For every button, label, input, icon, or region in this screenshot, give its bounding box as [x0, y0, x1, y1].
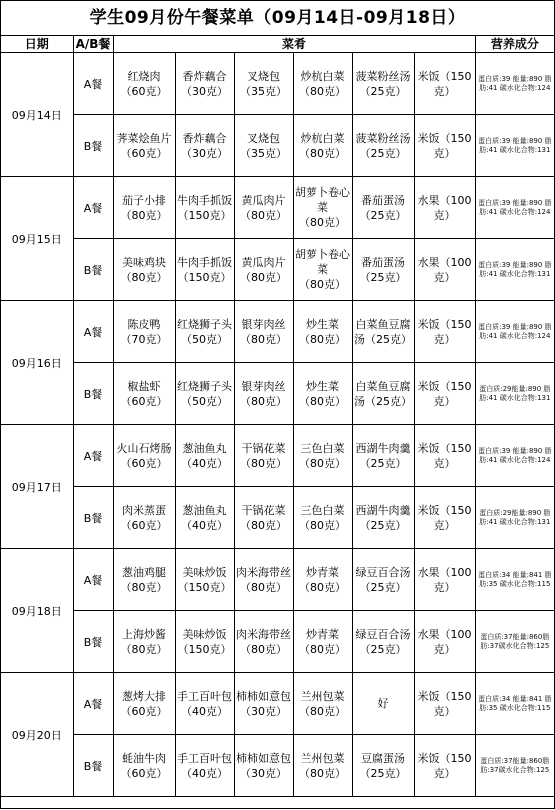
dish-text: 红烧肉 （60克） [120, 69, 168, 98]
dish-text: 肉米蒸蛋 （60克） [120, 503, 168, 532]
nutrition-cell [475, 487, 554, 549]
date-cell: 09月16日 [1, 301, 73, 425]
nutrition-text: 蛋白质:39 能量:890 脂肪:41 碳水化合物:131 [478, 136, 552, 154]
meal-label: A餐 [73, 177, 113, 239]
meal-label: B餐 [73, 487, 113, 549]
dish-cell [352, 363, 414, 425]
dish-cell [234, 611, 293, 673]
nutrition-text: 蛋白质:39 能量:890 脂肪:41 碳水化合物:124 [478, 446, 552, 464]
header-meal: A/B餐 [73, 36, 113, 53]
meal-label: A餐 [73, 301, 113, 363]
dish-text: 葱烤大排 （60克） [120, 689, 168, 718]
dish-cell [293, 673, 352, 735]
dish-cell [352, 425, 414, 487]
dish-text: 米饭（150克） [417, 441, 472, 470]
dish-text: 白菜鱼豆腐汤（25克） [354, 317, 412, 346]
dish-text: 银芽肉丝 （80克） [240, 379, 287, 408]
dish-text: 绿豆百合汤 （25克） [355, 627, 411, 656]
dish-cell [113, 239, 175, 301]
dish-cell [293, 487, 352, 549]
dish-cell [414, 115, 475, 177]
dish-text: 水果（100克） [417, 627, 472, 656]
dish-text: 白菜鱼豆腐汤（25克） [354, 379, 412, 408]
nutrition-text: 蛋白质:29能量:890 脂肪:41 碳水化合物:131 [479, 384, 551, 402]
date-cell: 09月20日 [1, 673, 73, 797]
dish-cell [414, 549, 475, 611]
meal-label: B餐 [73, 239, 113, 301]
dish-cell [175, 735, 234, 797]
nutrition-cell [475, 53, 554, 115]
table-row [1, 487, 554, 549]
dish-cell [175, 363, 234, 425]
meal-label: A餐 [73, 425, 113, 487]
dish-text: 牛肉手抓饭（150克） [177, 193, 232, 222]
date-cell: 09月17日 [1, 425, 73, 549]
header-date: 日期 [1, 36, 73, 53]
nutrition-cell [475, 425, 554, 487]
dish-cell [293, 53, 352, 115]
dish-text: 美味鸡块 （80克） [120, 255, 168, 284]
nutrition-text: 蛋白质:37能量:860脂肪:37碳水化合物:125 [480, 756, 550, 774]
table-row [1, 735, 554, 797]
dish-text: 手工百叶包 （40克） [177, 751, 232, 780]
dish-cell [175, 673, 234, 735]
dish-cell [293, 425, 352, 487]
dish-text: 米饭（150克） [417, 503, 472, 532]
dish-cell [113, 53, 175, 115]
dish-cell [234, 239, 293, 301]
dish-cell [352, 53, 414, 115]
dish-text: 柿柿如意包 （30克） [236, 689, 291, 718]
dish-cell [293, 115, 352, 177]
menu-table [1, 36, 554, 797]
dish-cell [175, 177, 234, 239]
dish-cell [293, 611, 352, 673]
dish-text: 豆腐蛋汤 （25克） [359, 751, 407, 780]
dish-cell [234, 487, 293, 549]
dish-cell [352, 239, 414, 301]
dish-text: 美味炒饭（150克） [177, 627, 232, 656]
dish-text: 水果（100克） [417, 565, 472, 594]
dish-cell [352, 611, 414, 673]
table-row [1, 673, 554, 735]
nutrition-cell [475, 611, 554, 673]
meal-label: B餐 [73, 735, 113, 797]
dish-cell [113, 425, 175, 487]
date-cell: 09月18日 [1, 549, 73, 673]
nutrition-cell [475, 363, 554, 425]
nutrition-text: 蛋白质:37能量:860脂肪:37碳水化合物:125 [480, 632, 550, 650]
nutrition-text: 蛋白质:39 能量:890 脂肪:41 碳水化合物:124 [478, 74, 552, 92]
dish-cell [352, 301, 414, 363]
dish-text: 炒青菜 （80克） [299, 627, 346, 656]
dish-text: 米饭（150克） [417, 689, 472, 718]
dish-cell [234, 301, 293, 363]
dish-text: 葱油鱼丸 （40克） [181, 441, 228, 470]
menu-body [1, 36, 554, 797]
dish-cell [175, 239, 234, 301]
dish-cell [234, 549, 293, 611]
date-cell: 09月15日 [1, 177, 73, 301]
dish-cell [113, 673, 175, 735]
dish-text: 葱油鱼丸 （40克） [181, 503, 228, 532]
table-row [1, 549, 554, 611]
dish-cell [352, 735, 414, 797]
dish-cell [113, 363, 175, 425]
meal-label: B餐 [73, 115, 113, 177]
dish-cell [293, 735, 352, 797]
dish-cell [414, 673, 475, 735]
dish-cell [113, 177, 175, 239]
dish-text: 叉烧包 （35克） [240, 131, 287, 160]
dish-cell [113, 487, 175, 549]
dish-cell [175, 115, 234, 177]
dish-cell [234, 53, 293, 115]
dish-text: 米饭（150克） [417, 317, 472, 346]
dish-text: 西湖牛肉羹 （25克） [355, 503, 411, 532]
dish-text: 米饭（150克） [417, 131, 472, 160]
dish-text: 上海炒酱 （80克） [120, 627, 168, 656]
dish-text: 炒杭白菜 （80克） [299, 69, 346, 98]
dish-text: 葱油鸡腿 （80克） [120, 565, 168, 594]
dish-text: 菠菜粉丝汤 （25克） [355, 131, 411, 160]
dish-cell [234, 425, 293, 487]
dish-text: 陈皮鸭 （70克） [120, 317, 168, 346]
dish-cell [175, 611, 234, 673]
table-row [1, 425, 554, 487]
dish-text: 红烧狮子头 （50克） [177, 317, 232, 346]
dish-cell [414, 239, 475, 301]
table-row [1, 53, 554, 115]
table-row [1, 115, 554, 177]
dish-cell [414, 53, 475, 115]
dish-text: 绿豆百合汤 （25克） [355, 565, 411, 594]
dish-cell [234, 115, 293, 177]
dish-text: 美味炒饭（150克） [177, 565, 232, 594]
dish-cell [293, 239, 352, 301]
dish-text: 三色白菜 （80克） [299, 441, 346, 470]
page-title: 学生09月份午餐菜单（09月14日-09月18日） [1, 0, 554, 36]
dish-cell [234, 735, 293, 797]
dish-cell [293, 301, 352, 363]
dish-cell [175, 53, 234, 115]
dish-cell [293, 363, 352, 425]
dish-text: 牛肉手抓饭（150克） [177, 255, 232, 284]
dish-text: 蚝油牛肉 （60克） [120, 751, 168, 780]
dish-cell [113, 611, 175, 673]
table-row [1, 301, 554, 363]
meal-label: A餐 [73, 673, 113, 735]
dish-text: 炒杭白菜 （80克） [299, 131, 346, 160]
dish-cell [234, 177, 293, 239]
table-row [1, 611, 554, 673]
meal-label: A餐 [73, 53, 113, 115]
dish-cell [352, 673, 414, 735]
nutrition-cell [475, 177, 554, 239]
dish-cell [175, 487, 234, 549]
dish-text: 菠菜粉丝汤 （25克） [355, 69, 411, 98]
dish-text: 干锅花菜 （80克） [240, 441, 287, 470]
dish-cell [414, 177, 475, 239]
dish-text: 兰州包菜 （80克） [299, 751, 346, 780]
dish-text: 炒青菜 （80克） [299, 565, 346, 594]
dish-text: 柿柿如意包 （30克） [236, 751, 291, 780]
nutrition-text: 蛋白质:34 能量:841 脂肪:35 碳水化合物:115 [478, 694, 552, 712]
dish-text: 番茄蛋汤 （25克） [359, 193, 407, 222]
dish-text: 西湖牛肉羹 （25克） [355, 441, 411, 470]
dish-text: 兰州包菜 （80克） [299, 689, 346, 718]
dish-text: 香炸藕合 （30克） [181, 131, 228, 160]
dish-text: 火山石烤肠 （60克） [116, 441, 172, 470]
dish-text: 水果（100克） [417, 255, 472, 284]
dish-text: 银芽肉丝 （80克） [240, 317, 287, 346]
nutrition-text: 蛋白质:39 能量:890 脂肪:41 碳水化合物:124 [478, 198, 552, 216]
nutrition-text: 蛋白质:34 能量:841 脂肪:35 碳水化合物:115 [478, 570, 552, 588]
dish-text: 胡萝卜卷心菜 （80克） [295, 248, 350, 291]
dish-cell [352, 549, 414, 611]
dish-cell [414, 735, 475, 797]
dish-cell [352, 115, 414, 177]
dish-text: 好 [377, 697, 389, 710]
meal-label: A餐 [73, 549, 113, 611]
nutrition-cell [475, 115, 554, 177]
nutrition-text: 蛋白质:39 能量:890 脂肪:41 碳水化合物:131 [478, 260, 552, 278]
dish-cell [113, 735, 175, 797]
dish-cell [414, 487, 475, 549]
dish-cell [414, 425, 475, 487]
dish-cell [113, 115, 175, 177]
nutrition-cell [475, 301, 554, 363]
nutrition-cell [475, 673, 554, 735]
dish-cell [175, 301, 234, 363]
dish-cell [293, 177, 352, 239]
dish-text: 肉米海带丝 （80克） [236, 627, 291, 656]
header-row [1, 36, 554, 53]
dish-cell [175, 549, 234, 611]
dish-text: 炒生菜 （80克） [299, 317, 346, 346]
dish-cell [352, 177, 414, 239]
dish-text: 三色白菜 （80克） [299, 503, 346, 532]
dish-cell [414, 301, 475, 363]
dish-text: 香炸藕合 （30克） [181, 69, 228, 98]
dish-text: 黄瓜肉片 （80克） [240, 255, 287, 284]
dish-text: 肉米海带丝 （80克） [236, 565, 291, 594]
header-dishes: 菜肴 [113, 36, 475, 53]
dish-cell [352, 487, 414, 549]
dish-text: 茄子小排 （80克） [120, 193, 168, 222]
table-row [1, 177, 554, 239]
table-row [1, 239, 554, 301]
dish-text: 荠菜烩鱼片 （60克） [116, 131, 172, 160]
date-cell: 09月14日 [1, 53, 73, 177]
dish-cell [175, 425, 234, 487]
nutrition-cell [475, 735, 554, 797]
meal-label: B餐 [73, 611, 113, 673]
dish-text: 番茄蛋汤 （25克） [359, 255, 407, 284]
nutrition-cell [475, 239, 554, 301]
dish-text: 叉烧包 （35克） [240, 69, 287, 98]
dish-text: 水果（100克） [417, 193, 472, 222]
dish-text: 手工百叶包 （40克） [177, 689, 232, 718]
dish-text: 椒盐虾 （60克） [120, 379, 168, 408]
nutrition-cell [475, 549, 554, 611]
dish-cell [234, 363, 293, 425]
dish-cell [113, 301, 175, 363]
dish-cell [293, 549, 352, 611]
meal-label: B餐 [73, 363, 113, 425]
dish-cell [113, 549, 175, 611]
dish-text: 米饭（150克） [417, 751, 472, 780]
dish-cell [414, 611, 475, 673]
dish-cell [234, 673, 293, 735]
dish-text: 红烧狮子头 （50克） [177, 379, 232, 408]
table-row [1, 363, 554, 425]
dish-text: 胡萝卜卷心菜 （80克） [295, 186, 350, 229]
nutrition-text: 蛋白质:39 能量:890 脂肪:41 碳水化合物:124 [478, 322, 552, 340]
dish-text: 米饭（150克） [417, 379, 472, 408]
dish-text: 黄瓜肉片 （80克） [240, 193, 287, 222]
dish-text: 米饭（150克） [417, 69, 472, 98]
dish-text: 炒生菜 （80克） [299, 379, 346, 408]
nutrition-text: 蛋白质:29能量:890 脂肪:41 碳水化合物:131 [479, 508, 551, 526]
dish-cell [414, 363, 475, 425]
dish-text: 干锅花菜 （80克） [240, 503, 287, 532]
header-nutrition: 营养成分 [475, 36, 554, 53]
